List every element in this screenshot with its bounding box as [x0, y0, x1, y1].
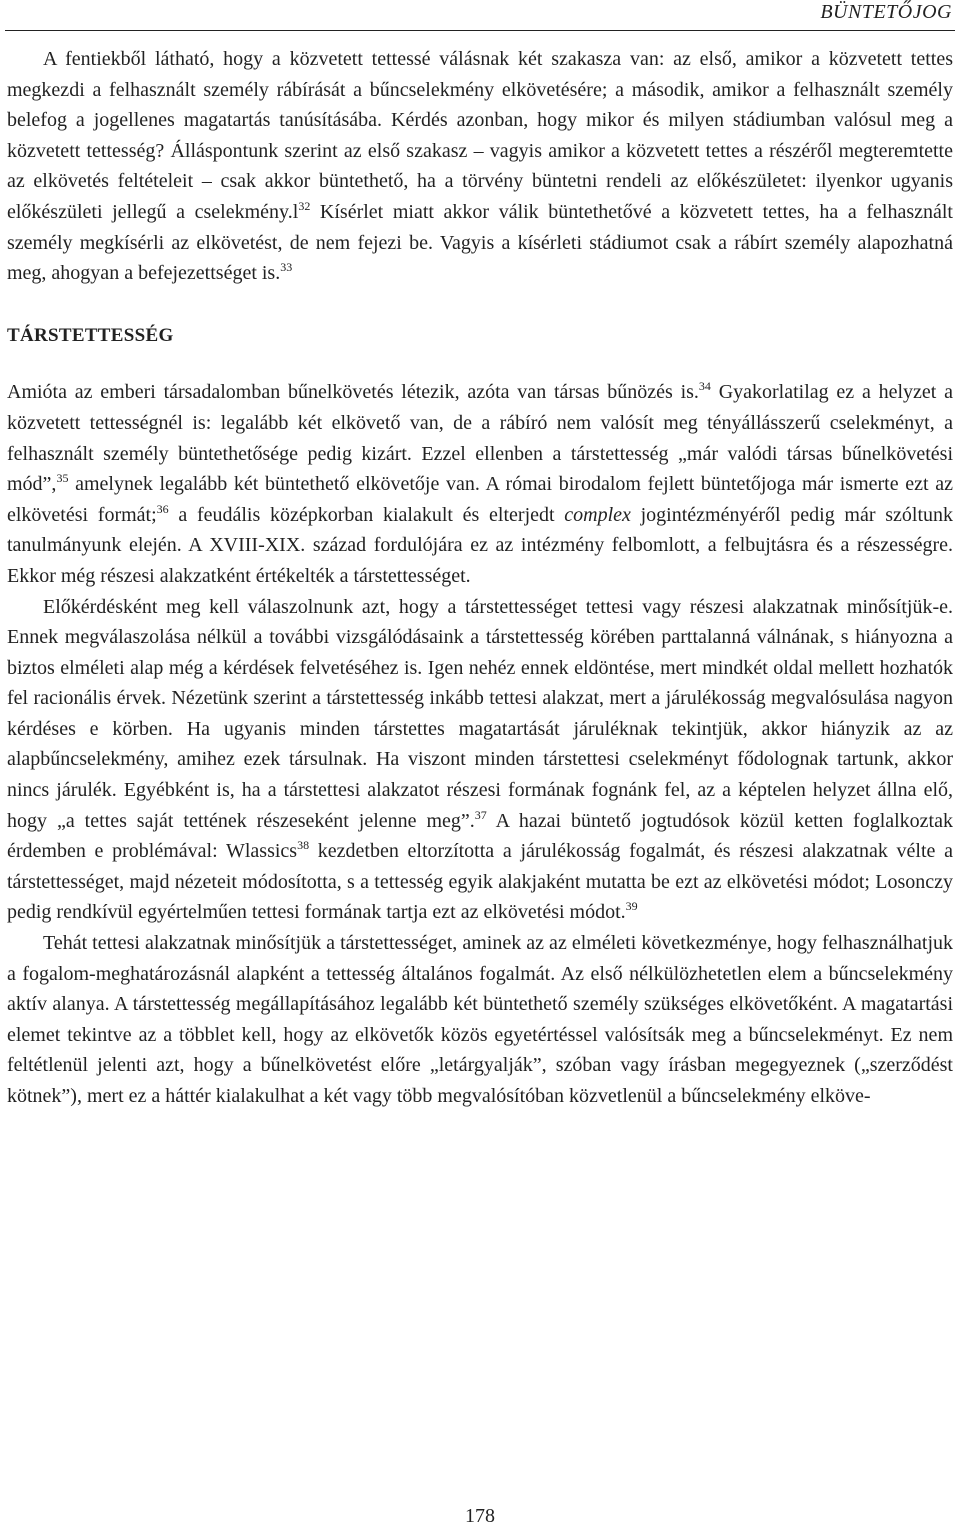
body-text — [7, 44, 953, 1112]
running-head: BÜNTETŐJOG — [820, 1, 952, 23]
paragraph-2: Amióta az emberi társadalomban bűnelkövetés létezik, azóta van társas bűnözés is.$^{34}$ Gyakorlatilag ez a helyzet a közvetett tettességnél is: legalább két elkövető van, de a rábíró nem valósít meg tényállásszerű cselekményt, a felhasznált személy büntethetősége pedig kizárt. Ezzel ellenben a társtettesség „már valódi társas bűnelkövetési mód”,$^{35}$ amelynek legalább két büntethető elkövetője van. A római birodalom fejlett büntetőjoga már ismerte ezt az elkövetési formát;$^{36}$ a feudális középkorban kialakult és elterjedt complex jogintézményéről pedig már szóltunk tanulmányunk elején. A XVIII-XIX. század fordulójára ez az intézmény felbomlott, a felbujtásra és a részességre. Ekkor még részesi alakzatként értékelték a társtettességet. — [7, 379, 954, 587]
paragraph-1: A fentiekből látható, hogy a közvetett tettessé válásnak két szakasza van: az első, amikor a közvetett tettes megkezdi a felhasznált személy rábírását a bűncselekmény elkövetésére; a második, amikor a felhasznált személy belefog a jogellenes magatartás tanúsításába. Kérdés azonban, hogy mikor és milyen stádiumban valósul meg a közvetett tettesség? Álláspontunk szerint az első szakasz – vagyis amikor a közvetett tettes a részéről megteremtette az elkövetés feltételeit – csak akkor büntethető, ha a törvény büntetni rendeli az előkészületet: ilyenkor ugyanis előkészületi jellegű a $cselekmény.l^{32}$ Kísérlet miatt akkor válik büntethetővé a közvetett tettes, ha a felhasznált személy megkísérli az elkövetést, de nem fejezi be. Vagyis a kísérleti stádiumot csak a rábírt személy alapozhatná meg, ahogyan a befejezettséget is.$^{33}$ — [7, 48, 953, 285]
footnote-ref-36[interactable]: 36 — [156, 501, 169, 516]
section-title: TÁRSTETTESSÉG — [7, 324, 174, 346]
footnote-ref-32[interactable]: 32 — [298, 198, 311, 213]
footnote-ref-33[interactable]: 33 — [280, 260, 293, 275]
footnote-ref-37[interactable]: 37 — [474, 807, 487, 822]
footnote-ref-39[interactable]: 39 — [625, 899, 638, 914]
footnote-ref-38[interactable]: 38 — [297, 838, 310, 853]
header-rule — [5, 30, 955, 31]
italic-term: complex — [564, 503, 631, 526]
paragraph-4: Tehát tettesi alakzatnak minősítjük a társtettességet, aminek az az elméleti következménye, hogy felhasználhatjuk a fogalom-meghatározásnál alapként a tettesség általános fogalmát. Az első nélkülözhetetlen elem a bűncselekmény aktív alanya. A társtettesség megállapításához legalább két büntethető személy szükséges elkövetőként. A magatartási elemet tekintve az a többlet kell, hogy az elkövetők közös egyetértéssel valósítsák meg a bűncselekményt. Ez nem feltétlenül jelenti azt, hogy a bűnelkövetést előre „letárgyalják”, szóban vagy írásban megegyeznek („szerződést kötnek”), mert ez a háttér kialakulhat a két vagy több megvalósítóban közvetlenül a bűncselekmény elköve- — [7, 932, 953, 1107]
page-number: 178 — [465, 1505, 495, 1527]
footnote-ref-34[interactable]: 34 — [698, 379, 711, 394]
footnote-ref-35[interactable]: 35 — [56, 471, 69, 486]
paragraph-3: Előkérdésként meg kell válaszolnunk azt, hogy a társtettességet tettesi vagy részesi alakzatnak minősítjük-e. Ennek megválaszolása nélkül a további vizsgálódásaink a társtettesség körében parttalanná válnának, s hiányozna a biztos elméleti alap még a kérdések felvetéséhez is. Igen nehéz ennek eldöntése, mert mindkét oldal mellett hozhatók fel racionális érvek. Nézetünk szerint a társtettesség inkább tettesi alakzat, mert a járulékosság megvalósulása nagyon kérdéses e körben. Ha ugyanis minden társtettes magatartását járuléknak tekintjük, akkor hiányzik az az alapbűncselekmény, amihez ezek társulnak. Ha viszont minden társtettesi cselekményt fődolognak tartunk, akkor nincs járulék. Egyébként is, ha a társtettesi alakzatot részesi formának fognánk fel, az a képtelen helyzet állna elő, hogy „a tettes saját tettének részeseként jelenne meg”.$^{37}$ A hazai büntető jogtudósok közül ketten foglalkoztak érdemben e problémával: Wlassics$^{38}$ kezdetben eltorzította a járulékosság fogalmát, és részesi alakzatnak vélte a társtettességet, majd nézeteit módosította, s a tettesség egyik alakjaként mutatta be ezt az elkövetési módot; Losonczy pedig rendkívül egyértelműen tettesi formának tartja ezt az elkövetési módot.$^{39}$ — [7, 595, 953, 924]
